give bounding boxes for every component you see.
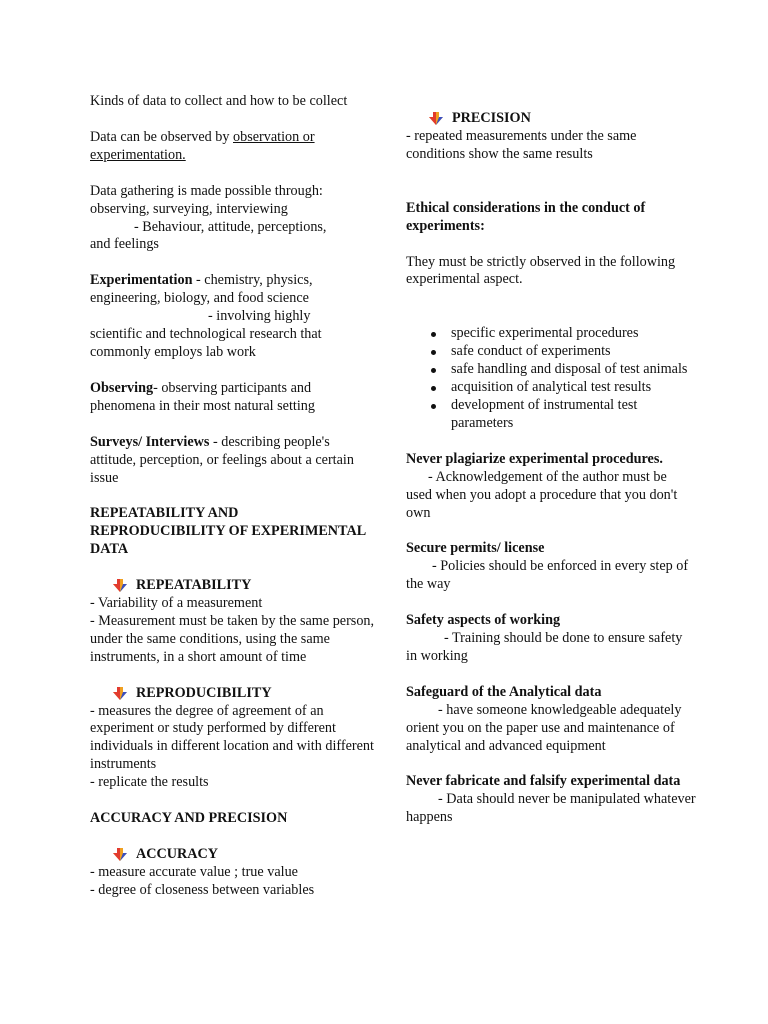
repeatability-title: REPEATABILITY <box>136 577 252 594</box>
safety-desc <box>406 630 696 666</box>
list-item: specific experimental procedures <box>451 325 696 343</box>
list-item: acquisition of analytical test results <box>451 379 696 397</box>
repeatability-heading: REPEATABILITY AND REPRODUCIBILITY OF EXPERIMENTAL DATA <box>90 505 366 558</box>
right-column <box>406 110 696 827</box>
surveys-term: Surveys/ Interviews <box>90 433 210 450</box>
ethics-intro: They must be strictly observed in the following experimental aspect. <box>406 253 676 288</box>
ethics-heading: Ethical considerations in the conduct of experiments: <box>406 199 646 234</box>
repeatability-title-row <box>90 577 375 595</box>
down-arrow-icon <box>428 112 444 126</box>
experimentation-paragraph <box>90 272 375 308</box>
plagiarize-heading: Never plagiarize experimental procedures. <box>406 450 663 467</box>
reproducibility-line1: - measures the degree of agreement of an experiment or study performed by different individuals in different location and with different instruments <box>90 702 374 773</box>
down-arrow-icon <box>112 848 128 862</box>
fabricate-desc-text: - Data should never be manipulated whatever happens <box>406 791 696 826</box>
left-column <box>90 93 375 900</box>
surveys-desc: - describing people's attitude, perception, or feelings about a certain issue <box>90 433 354 486</box>
safeguard-desc <box>406 702 696 756</box>
gathering-line2: - Behaviour, attitude, perceptions, <box>134 218 327 235</box>
observing-paragraph <box>90 380 375 416</box>
list-item: development of instrumental test parameters <box>451 397 696 433</box>
permits-heading: Secure permits/ license <box>406 540 545 557</box>
permits-desc <box>406 558 696 594</box>
safety-heading: Safety aspects of working <box>406 612 561 629</box>
precision-title: PRECISION <box>452 110 531 126</box>
accuracy-title: ACCURACY <box>136 846 218 862</box>
list-item: safe handling and disposal of test animals <box>451 361 696 379</box>
intro-text: Kinds of data to collect and how to be collect <box>90 93 348 109</box>
plagiarize-desc-text: - Acknowledgement of the author must be used when you adopt a procedure that you don't own <box>406 468 678 521</box>
accuracy-title-row <box>90 846 375 864</box>
reproducibility-title-row <box>90 685 375 703</box>
repeatability-line1: - Variability of a measurement <box>90 595 263 612</box>
repeatability-line2: - Measurement must be taken by the same person, under the same conditions, using the same instruments, in a short amount of time <box>90 612 375 665</box>
safeguard-desc-text: - have someone knowledgeable adequately orient you on the paper use and maintenance of analytical and advanced equipment <box>406 701 682 754</box>
experimentation-term: Experimentation <box>90 272 193 289</box>
fabricate-heading: Never fabricate and falsify experimental data <box>406 773 681 790</box>
permits-desc-text: - Policies should be enforced in every step of the way <box>406 558 689 593</box>
down-arrow-icon <box>112 687 128 701</box>
accuracy-heading: ACCURACY AND PRECISION <box>90 810 288 827</box>
list-item: safe conduct of experiments <box>451 343 696 361</box>
experimentation-desc: - chemistry, physics, engineering, biology, and food science <box>90 272 313 307</box>
down-arrow-icon <box>112 579 128 593</box>
observed-prefix: Data can be observed by <box>90 128 233 145</box>
fabricate-desc <box>406 791 696 827</box>
safeguard-heading: Safeguard of the Analytical data <box>406 683 602 700</box>
precision-title-row <box>406 110 696 128</box>
reproducibility-title: REPRODUCIBILITY <box>136 684 272 701</box>
gathering-line1: Data gathering is made possible through: observing, surveying, interviewing <box>90 182 323 217</box>
observing-desc: - observing participants and phenomena in their most natural setting <box>90 379 315 414</box>
accuracy-line1: - measure accurate value ; true value <box>90 863 298 880</box>
surveys-paragraph <box>90 434 375 488</box>
safety-desc-text: - Training should be done to ensure safety in working <box>406 630 683 664</box>
observed-underlined: observation or experimentation. <box>90 128 315 163</box>
observed-paragraph <box>90 129 375 165</box>
precision-line1: - repeated measurements under the same conditions show the same results <box>406 127 637 162</box>
accuracy-line2: - degree of closeness between variables <box>90 881 315 898</box>
experimentation-line2: - involving highly <box>208 308 311 325</box>
gathering-line3: and feelings <box>90 236 159 253</box>
experimentation-line3: scientific and technological research that commonly employs lab work <box>90 326 322 360</box>
observing-term: Observing <box>90 379 154 396</box>
reproducibility-line2: - replicate the results <box>90 774 209 791</box>
ethics-list <box>406 325 696 432</box>
plagiarize-desc <box>406 469 696 523</box>
